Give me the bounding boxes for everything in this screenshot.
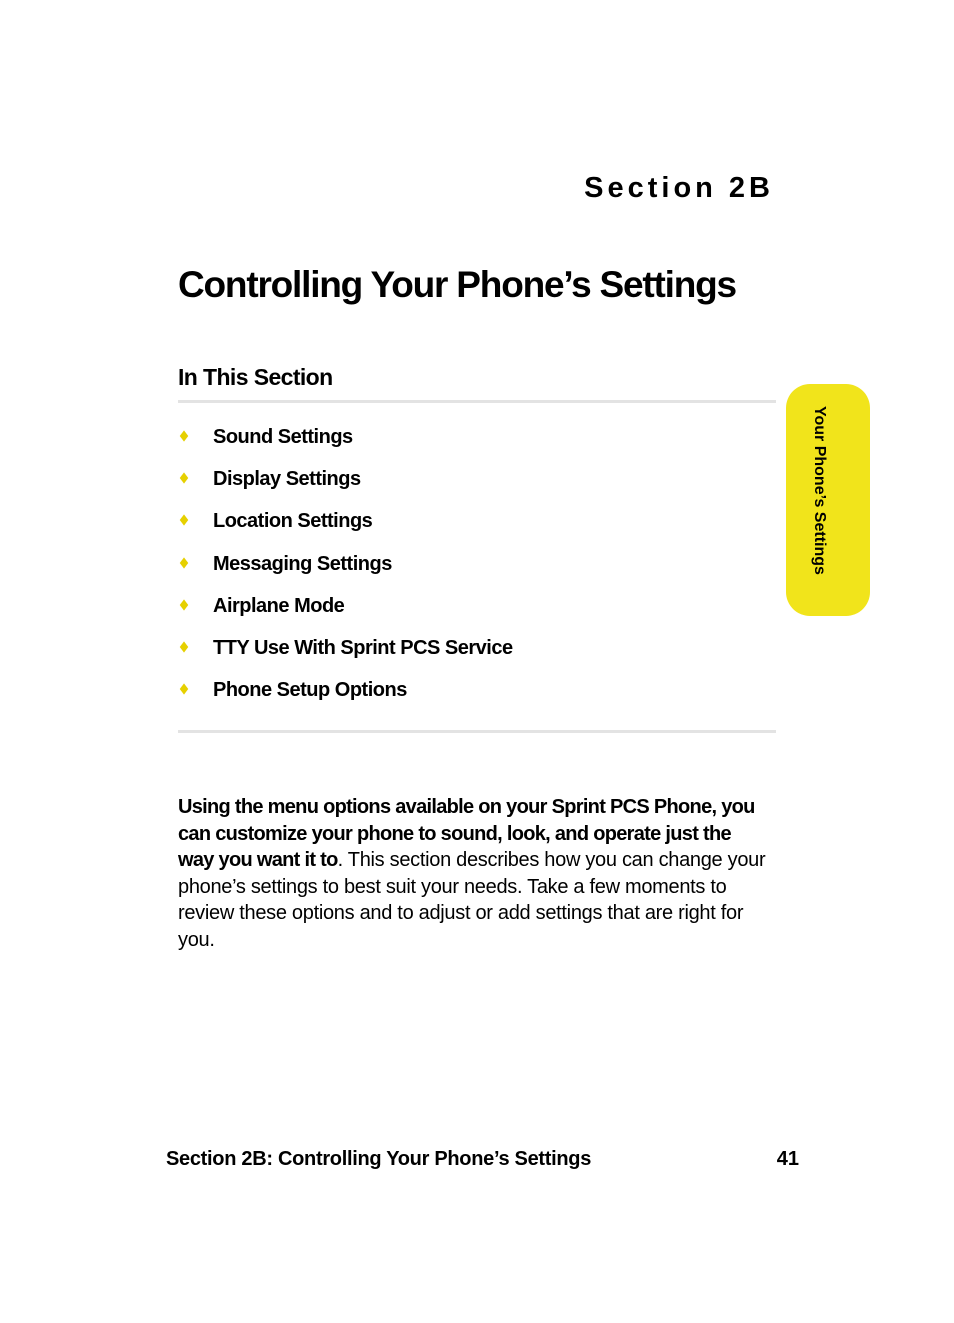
intro-bold-text: Using the menu options available on your Sprint PCS Phone, you can customize your phone to sound, look, and operate just the way you want it to [178, 796, 755, 872]
side-tab [786, 384, 870, 616]
chapter-title: Controlling Your Phone’s Settings [178, 264, 736, 305]
in-this-section-heading: In This Section [178, 364, 333, 390]
list-item-label: Sound Settings [213, 426, 353, 448]
list-item-label: Phone Setup Options [213, 679, 407, 702]
intro-paragraph [178, 794, 768, 954]
section-label: Section 2B [584, 172, 774, 204]
diamond-bullet-icon [180, 683, 188, 694]
page-number: 41 [776, 1148, 799, 1170]
intro-body-text: . This section describes how you can change your phone’s settings to best suit your needs. Take a few moments to review these options and to adjust or add settings that are right for you. [178, 849, 766, 951]
list-item-label: TTY Use With Sprint PCS Service [213, 636, 513, 659]
divider-top [178, 400, 776, 403]
list-item-label: Location Settings [213, 510, 373, 533]
list-item-label: Messaging Settings [213, 552, 392, 575]
diamond-bullet-icon [180, 473, 188, 484]
diamond-bullet-icon [180, 515, 188, 526]
list-item-label: Display Settings [213, 468, 361, 491]
diamond-bullet-icon [180, 599, 188, 610]
diamond-bullet-icon [180, 430, 188, 441]
divider-bottom [178, 730, 776, 733]
diamond-bullet-icon [180, 641, 188, 652]
diamond-bullet-icon [180, 557, 188, 568]
footer-running-title: Section 2B: Controlling Your Phone’s Settings [166, 1148, 592, 1170]
list-item-label: Airplane Mode [213, 594, 345, 617]
side-tab-label: Your Phone’s Settings [811, 406, 828, 575]
